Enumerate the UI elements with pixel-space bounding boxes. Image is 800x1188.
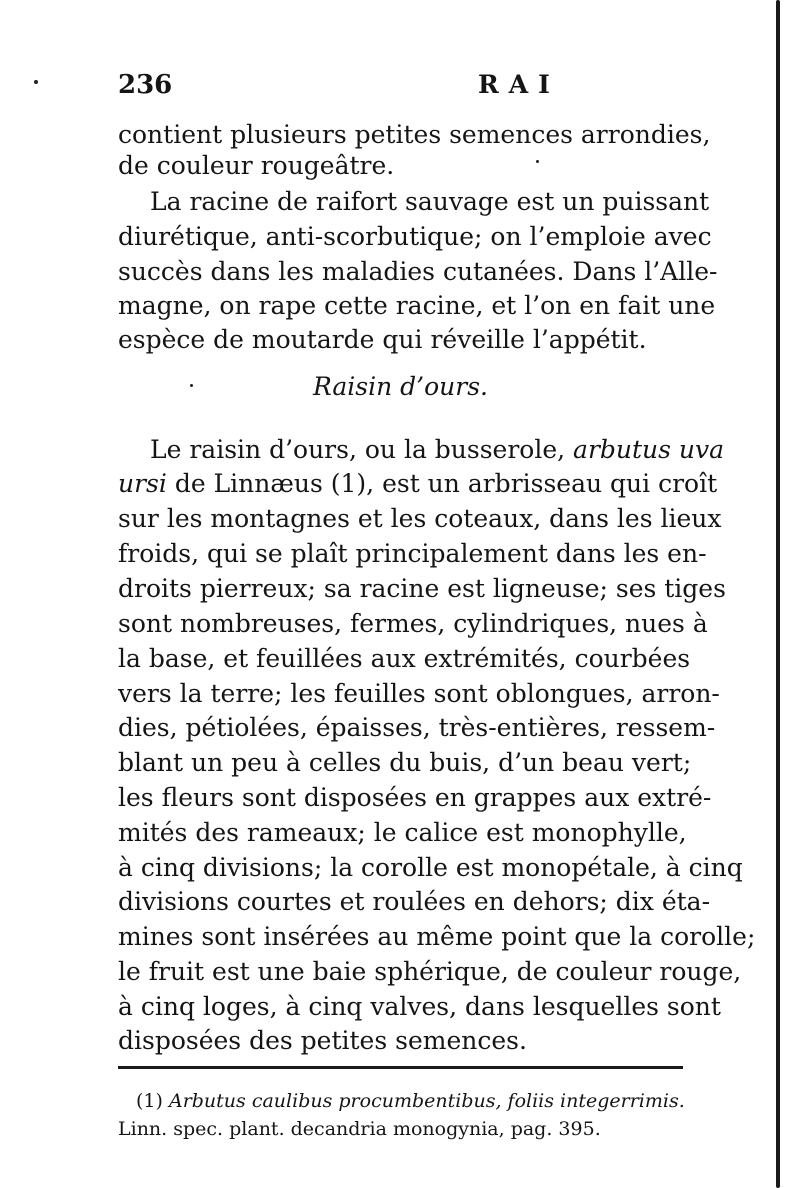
text-line: divisions courtes et roulées en dehors; dix éta- xyxy=(118,887,711,916)
text-line: La racine de raifort sauvage est un puissant xyxy=(150,187,710,216)
text-line: à cinq loges, à cinq valves, dans lesquelles sont xyxy=(118,992,721,1021)
text-line: sont nombreuses, fermes, cylindriques, nues à xyxy=(118,609,708,638)
footnote-line xyxy=(136,1090,683,1112)
footnote-marker: (1) xyxy=(136,1090,163,1112)
ink-speck xyxy=(34,80,38,84)
text-line: de couleur rougeâtre. xyxy=(118,151,395,180)
footnote-rule xyxy=(118,1066,683,1069)
text-line: disposées des petites semences. xyxy=(118,1026,527,1055)
text-line xyxy=(150,435,725,464)
text-line: espèce de moutarde qui réveille l’appétit. xyxy=(118,325,647,354)
section-heading: Raisin d’ours. xyxy=(313,372,488,401)
footnote-line: Linn. spec. plant. decandria monogynia, pag. 395. xyxy=(118,1118,601,1140)
running-head: RAI xyxy=(478,70,560,99)
page-number: 236 xyxy=(118,70,173,100)
footnote-latin: Arbutus caulibus procumbentibus, foliis integerrimis. xyxy=(168,1090,685,1112)
text-run: Le raisin d’ours, ou la busserole, xyxy=(150,435,574,464)
text-line: dies, pétiolées, épaisses, très-entières, ressem- xyxy=(118,713,716,742)
text-line: magne, on rape cette racine, et l’on en fait une xyxy=(118,291,716,320)
latin-name: arbutus uva xyxy=(573,435,725,464)
text-line: droits pierreux; sa racine est ligneuse; ses tiges xyxy=(118,574,726,603)
text-line: mités des rameaux; le calice est monophylle, xyxy=(118,818,687,847)
page-edge-shadow xyxy=(776,0,780,1188)
text-line: diurétique, anti-scorbutique; on l’emploie avec xyxy=(118,222,712,251)
text-line: sur les montagnes et les coteaux, dans les lieux xyxy=(118,504,722,533)
text-line: froids, qui se plaît principalement dans les en- xyxy=(118,539,707,568)
text-line: la base, et feuillées aux extrémités, courbées xyxy=(118,644,691,673)
page-header xyxy=(118,70,678,110)
text-line xyxy=(118,469,718,498)
text-line: le fruit est une baie sphérique, de couleur rouge, xyxy=(118,957,742,986)
text-line: à cinq divisions; la corolle est monopétale, à cinq xyxy=(118,853,743,882)
text-line: contient plusieurs petites semences arrondies, xyxy=(118,120,711,149)
text-line: les fleurs sont disposées en grappes aux extré- xyxy=(118,783,712,812)
text-line: vers la terre; les feuilles sont oblongues, arron- xyxy=(118,679,720,708)
text-line: mines sont insérées au même point que la corolle; xyxy=(118,922,756,951)
text-line: blant un peu à celles du buis, d’un beau vert; xyxy=(118,748,692,777)
latin-name: ursi xyxy=(118,469,167,498)
text-line: succès dans les maladies cutanées. Dans l’Alle- xyxy=(118,257,718,286)
text-run: de Linnæus (1), est un arbrisseau qui croît xyxy=(166,469,718,498)
